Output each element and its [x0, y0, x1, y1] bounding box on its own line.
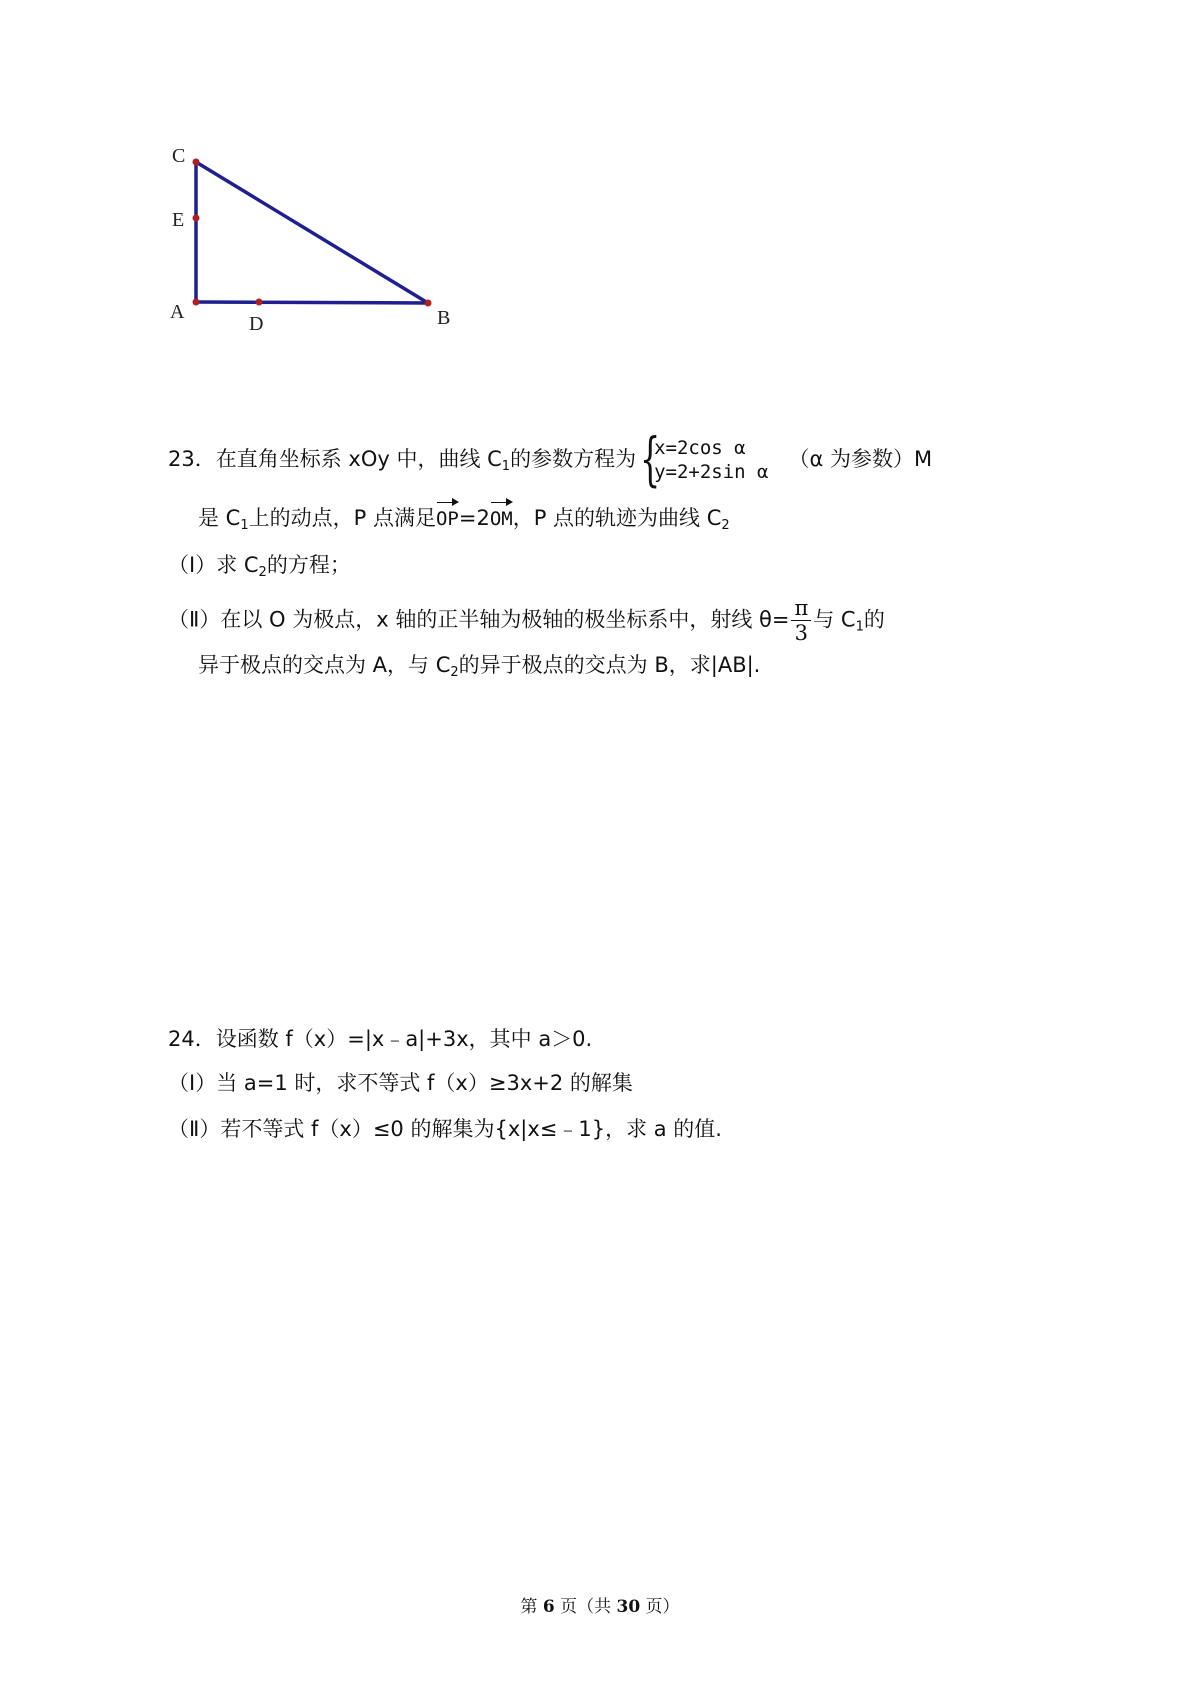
q23-part1: （Ⅰ）求 $C_2$的方程； — [168, 553, 351, 580]
q23-line1: 23．在直角坐标系 xOy 中，曲线 $C_1$的参数方程为 { x=2cos α y=2+2sin α （α 为参数）M — [168, 425, 933, 493]
left-brace: { — [640, 425, 661, 493]
page-number: 6 — [542, 1597, 555, 1617]
eq-y: y=2+2sin α — [654, 461, 769, 483]
eq-x: x=2cos α — [654, 437, 746, 459]
q24-line1: 24．设函数 f（x）=|x﹣a|+3x，其中 a＞0. — [168, 1027, 593, 1051]
vector-op: OP — [436, 500, 459, 534]
triangle-lines — [196, 162, 428, 303]
vector-om: OM — [490, 500, 513, 534]
label-e: E — [172, 209, 185, 231]
q23-line2: 是 $C_1$上的动点，P 点满足OP=2OM，P 点的轨迹为曲线 $C_2$ — [198, 500, 730, 534]
label-d: D — [249, 313, 264, 335]
q23-part2: （Ⅱ）在以 O 为极点，x 轴的正半轴为极轴的极坐标系中，射线 θ= $\frac{\pi}{3}$ 与 $C_1$的 — [168, 596, 885, 645]
label-c: C — [172, 145, 186, 167]
side-ab — [196, 302, 428, 303]
fraction-pi-over-3: $\frac{\pi}{3}$ — [791, 596, 811, 645]
q23-part2-line2: 异于极点的交点为 A，与 $C_2$的异于极点的交点为 B，求|AB|. — [198, 653, 761, 680]
parametric-system — [640, 425, 769, 493]
point-d — [256, 299, 263, 306]
page-total: 30 — [616, 1597, 641, 1617]
point-a — [193, 299, 200, 306]
page-footer: 第 6 页（共 30 页） — [520, 1597, 680, 1617]
q24-part2: （Ⅱ）若不等式 f（x）≤0 的解集为{x|x≤﹣1}，求 a 的值. — [168, 1117, 722, 1141]
side-cb — [196, 162, 428, 303]
label-b: B — [437, 307, 451, 329]
point-e — [193, 215, 200, 222]
point-c — [193, 159, 200, 166]
label-a: A — [170, 301, 185, 323]
point-b — [425, 300, 432, 307]
q24-part1: （Ⅰ）当 a=1 时，求不等式 f（x）≥3x+2 的解集 — [168, 1071, 633, 1095]
triangle-figure — [0, 0, 1200, 380]
